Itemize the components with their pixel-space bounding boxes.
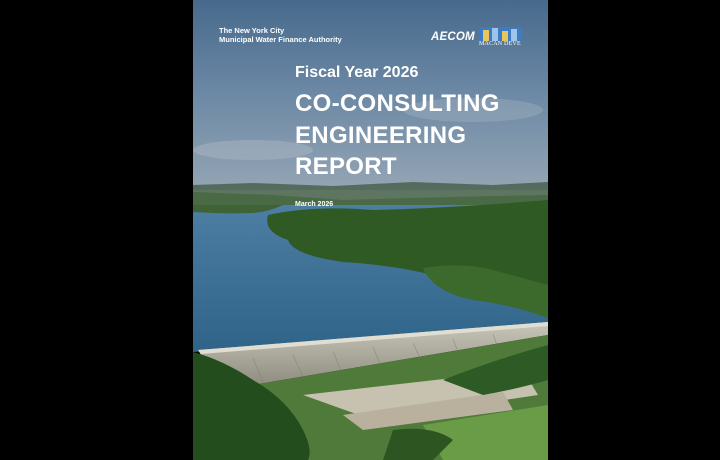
report-title-line-3: REPORT xyxy=(295,153,397,180)
authority-line-2: Municipal Water Finance Authority xyxy=(219,35,342,44)
report-title-line-2: ENGINEERING xyxy=(295,122,467,149)
fiscal-year-label: Fiscal Year 2026 xyxy=(295,64,419,81)
report-date: March 2026 xyxy=(295,201,334,208)
aecom-logo: AECOM xyxy=(431,31,475,43)
macan-deve-wordmark: MACAN DEVE xyxy=(479,41,521,47)
report-cover-page xyxy=(193,0,548,460)
authority-line-1: The New York City xyxy=(219,26,285,35)
report-title-line-1: CO-CONSULTING xyxy=(295,90,500,117)
authority-name xyxy=(219,26,342,44)
macan-deve-logo xyxy=(480,27,522,49)
partner-logos xyxy=(431,27,531,49)
macan-deve-mark-icon xyxy=(480,27,522,41)
